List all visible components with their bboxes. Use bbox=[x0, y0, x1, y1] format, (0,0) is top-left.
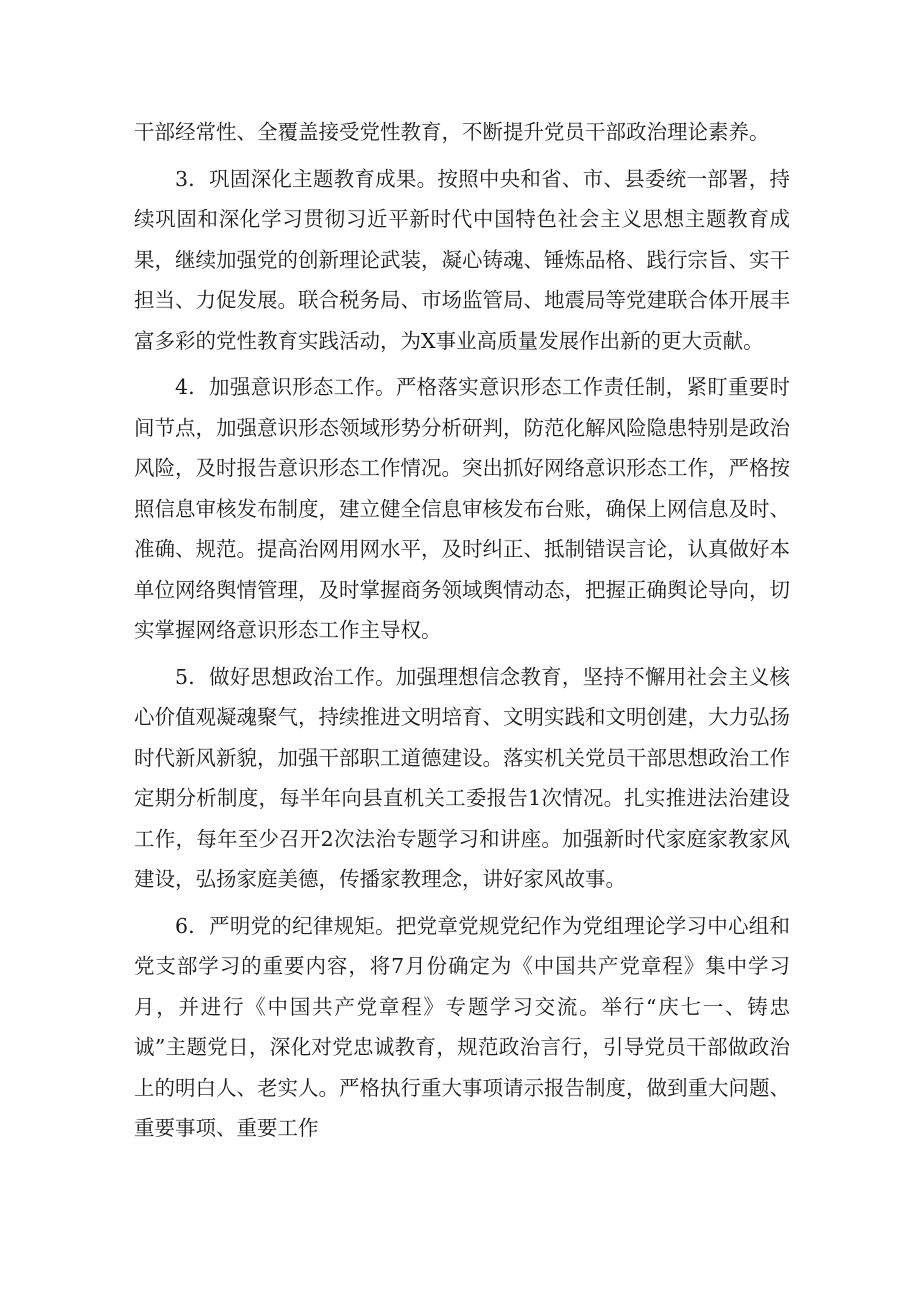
paragraph-item-4: 4．加强意识形态工作。严格落实意识形态工作责任制，紧盯重要时间节点，加强意识形态领域形势分析研判，防范化解风险隐患特别是政治风险，及时报告意识形态工作情况。突出抓好网络意识形态工作，严格按照信息审核发布制度，建立健全信息审核发布台账，确保上网信息及时、准确、规范。提高治网用网水平，及时纠正、抵制错误言论，认真做好本单位网络舆情管理，及时掌握商务领域舆情动态，把握正确舆论导向，切实掌握网络意识形态工作主导权。 bbox=[134, 375, 790, 642]
document-body bbox=[134, 112, 790, 1155]
paragraph-item-6: 6．严明党的纪律规矩。把党章党规党纪作为党组理论学习中心组和党支部学习的重要内容，将7月份确定为《中国共产党章程》集中学习月，并进行《中国共产党章程》专题学习交流。举行“庆七一、铸忠诚”主题党日，深化对党忠诚教育，规范政治言行，引导党员干部做政治上的明白人、老实人。严格执行重大事项请示报告制度，做到重大问题、重要事项、重要工作 bbox=[134, 913, 790, 1140]
paragraph-item-3: 3．巩固深化主题教育成果。按照中央和省、市、县委统一部署，持续巩固和深化学习贯彻习近平新时代中国特色社会主义思想主题教育成果，继续加强党的创新理论武装，凝心铸魂、锤炼品格、践行宗旨、实干担当、力促发展。联合税务局、市场监管局、地震局等党建联合体开展丰富多彩的党性教育实践活动，为X事业高质量发展作出新的更大贡献。 bbox=[134, 166, 790, 353]
paragraph-item-5: 5．做好思想政治工作。加强理想信念教育，坚持不懈用社会主义核心价值观凝魂聚气，持续推进文明培育、文明实践和文明创建，大力弘扬时代新风新貌，加强干部职工道德建设。落实机关党员干部思想政治工作定期分析制度，每半年向县直机关工委报告1次情况。扎实推进法治建设工作，每年至少召开2次法治专题学习和讲座。加强新时代家庭家教家风建设，弘扬家庭美德，传播家教理念，讲好家风故事。 bbox=[134, 664, 790, 891]
paragraph-continuation: 干部经常性、全覆盖接受党性教育，不断提升党员干部政治理论素养。 bbox=[134, 120, 770, 144]
